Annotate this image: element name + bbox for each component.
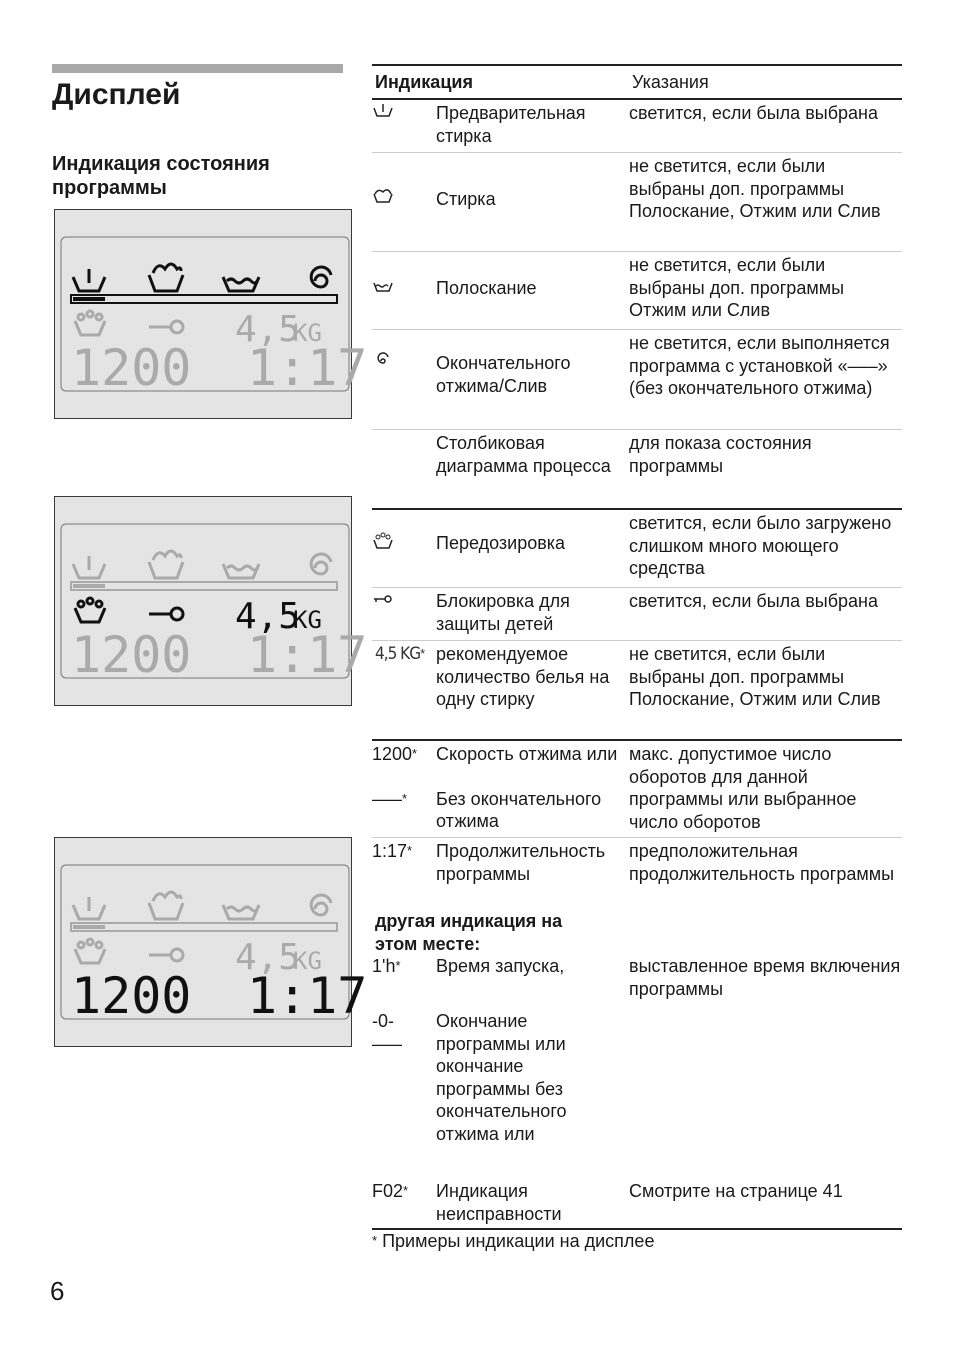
row-label: Продолжительность программы: [436, 841, 606, 884]
footnote-star: *: [403, 1183, 409, 1198]
overdose-icon: [75, 949, 105, 963]
row-note: выставленное время включения программы: [629, 956, 901, 999]
footnote-star: *: [407, 843, 413, 858]
row-note: не светится, если были выбраны доп. программы Полоскание, Отжим или Слив: [629, 156, 881, 221]
row-label: Окончательного отжима/Слив: [436, 353, 571, 396]
lcd-speed: 1200: [71, 626, 192, 684]
footnote-star: *: [412, 746, 418, 761]
lcd-time: 1:17: [247, 339, 368, 397]
table-row-prewash: [372, 100, 902, 152]
table-row-bar: [372, 429, 902, 508]
lcd-screen: [61, 237, 368, 397]
footnote-text: Примеры индикации на дисплее: [382, 1231, 655, 1251]
key-icon: [372, 590, 394, 608]
progress-fill: [73, 297, 105, 301]
row-note: предположительная продолжительность программы: [629, 841, 895, 884]
section-subtitle: Индикация состояния программы: [52, 153, 270, 199]
row-note: для показа состояния программы: [629, 433, 812, 476]
row-label: Окончание программы или окончание программы без окончательного отжима или: [436, 1011, 567, 1144]
lcd-weight-unit: KG: [293, 947, 322, 975]
spin-icon: [372, 352, 394, 370]
spin-icon: [311, 895, 331, 915]
lcd-speed: 1200: [71, 339, 192, 397]
table-row-load: [372, 640, 902, 739]
title-rule: [52, 64, 343, 73]
footnote-star: *: [372, 1233, 378, 1248]
prewash-icon: [372, 102, 394, 120]
rinse-icon: [372, 277, 394, 295]
table-row-childlock: [372, 587, 902, 640]
key-icon: [149, 949, 183, 961]
table-row-end: [372, 1008, 902, 1178]
display-panel-phases: [54, 209, 368, 419]
lcd-weight: 4,5: [235, 596, 301, 637]
lcd-screen: [61, 524, 368, 684]
row-symbol-alt: –––: [372, 789, 403, 809]
footnote-star: *: [402, 791, 408, 806]
wash-icon: [149, 264, 183, 291]
wash-icon: [149, 562, 183, 578]
row-label: Блокировка для защиты детей: [436, 591, 570, 634]
row-note: светится, если была выбрана: [629, 103, 878, 123]
table-row-start: [372, 953, 902, 1008]
row-symbol: 1200: [372, 744, 413, 764]
footnote-star: *: [420, 646, 426, 661]
page-number: 6: [50, 1276, 65, 1306]
row-symbol: 4,5 KG: [375, 644, 421, 664]
display-panel-load: [54, 496, 368, 706]
row-symbol: -0-: [372, 1011, 394, 1031]
spin-icon: [311, 267, 331, 287]
display-panel-speed-time: [54, 837, 368, 1047]
lcd-weight-unit: KG: [293, 606, 322, 634]
table-header: [372, 64, 902, 100]
lcd-weight: 4,5: [235, 309, 301, 350]
row-label: Скорость отжима или: [436, 744, 618, 764]
progress-bar: [71, 923, 337, 931]
row-label-alt: Без окончательного отжима: [436, 788, 602, 831]
row-label: Время запуска,: [436, 956, 565, 976]
row-note: светится, если была выбрана: [629, 591, 878, 611]
progress-bar: [71, 582, 337, 590]
row-note: макс. допустимое число оборотов для данной программы или выбранное число оборотов: [629, 744, 857, 832]
row-note: не светится, если выполняется программа с установкой «–––» (без окончательного отжима): [629, 333, 890, 398]
prewash-icon: [73, 269, 105, 291]
row-label: Стирка: [436, 189, 496, 209]
progress-fill: [73, 584, 105, 588]
overdose-icon: [75, 321, 105, 335]
row-note: светится, если было загружено слишком много моющего средства: [629, 513, 892, 578]
row-symbol: F02: [372, 1181, 404, 1201]
lcd-weight: 4,5: [235, 937, 301, 978]
table-row-rinse: [372, 251, 902, 329]
row-symbol: 1:17: [372, 841, 408, 861]
row-label: Передозировка: [436, 533, 566, 553]
table-row-speed: [372, 739, 902, 837]
row-label: Предварительная стирка: [436, 103, 586, 146]
row-label: Столбиковая диаграмма процесса: [436, 433, 611, 476]
key-icon: [149, 608, 183, 620]
table-row-fault: [372, 1178, 902, 1228]
progress-fill: [73, 925, 105, 929]
row-symbol-alt: –––: [372, 1033, 403, 1054]
table-row-wash: [372, 152, 902, 251]
wash-icon: [149, 903, 183, 919]
key-icon: [149, 321, 183, 333]
table-row-overdose: [372, 508, 902, 587]
row-note: Смотрите на странице 41: [629, 1181, 843, 1201]
wash-icon: [372, 188, 394, 206]
lcd-time: 1:17: [247, 967, 368, 1025]
overdose-icon: [372, 532, 394, 550]
row-symbol: 1'h: [372, 956, 396, 976]
row-note: не светится, если были выбраны доп. программы Отжим или Слив: [629, 255, 845, 320]
lcd-screen: [61, 865, 368, 1025]
table-row-other: [372, 908, 902, 953]
lcd-speed: 1200: [71, 967, 192, 1025]
row-note: не светится, если были выбраны доп. программы Полоскание, Отжим или Слив: [629, 644, 881, 709]
lcd-weight-unit: KG: [293, 319, 322, 347]
col2-header: Указания: [632, 71, 709, 92]
rinse-icon: [223, 277, 259, 291]
table-row-duration: [372, 837, 902, 908]
footnote-star: *: [395, 958, 401, 973]
progress-bar: [71, 295, 337, 303]
row-label: Полоскание: [436, 278, 537, 298]
spin-icon: [311, 554, 331, 574]
overdose-icon: [75, 608, 105, 622]
row-label: другая индикация на этом месте:: [375, 911, 563, 954]
row-label: Индикация неисправности: [436, 1181, 562, 1224]
col1-header: Индикация: [375, 71, 473, 92]
row-label: рекомендуемое количество белья на одну стирку: [436, 644, 610, 709]
table-row-spin: [372, 329, 902, 429]
indicator-table: [372, 64, 902, 1253]
page-title: Дисплей: [52, 78, 181, 111]
table-footnote: [372, 1230, 902, 1253]
lcd-time: 1:17: [247, 626, 368, 684]
